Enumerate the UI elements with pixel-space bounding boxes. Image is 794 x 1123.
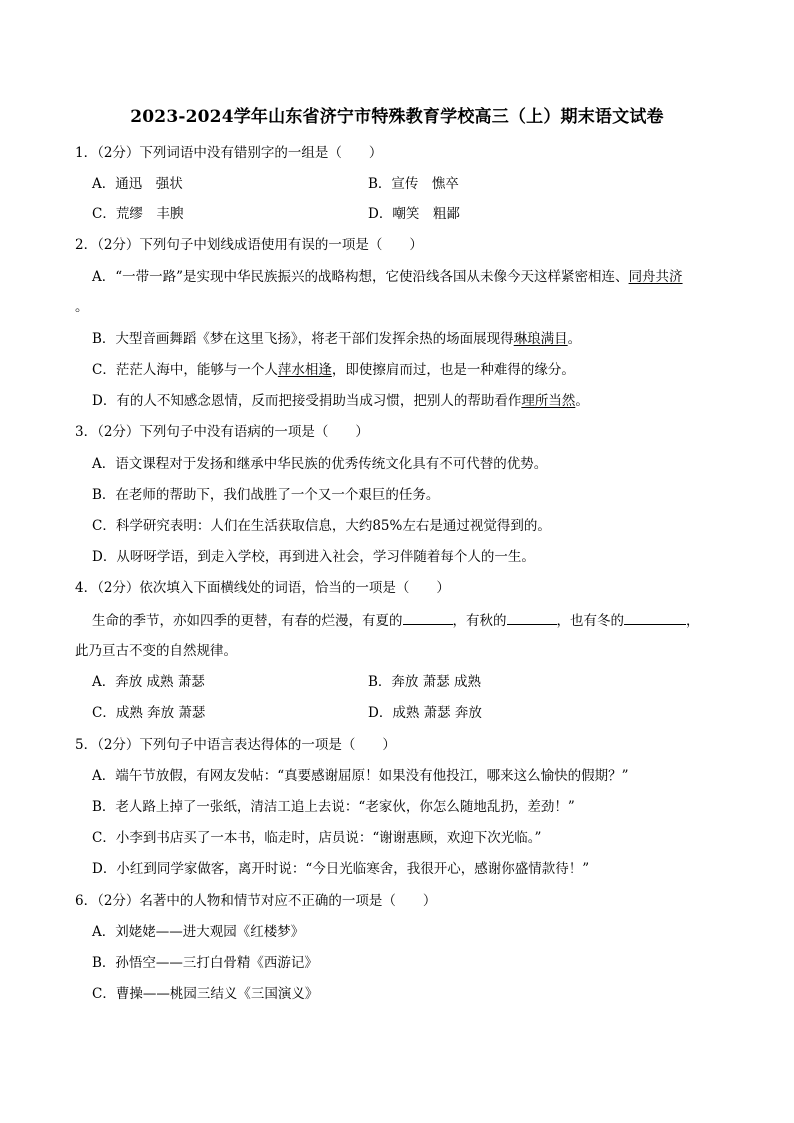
option-text: C．茫茫人海中，能够与一个人 bbox=[92, 362, 278, 378]
option-text: D．有的人不知感念恩情，反而把接受捐助当成习惯，把别人的帮助看作 bbox=[92, 393, 522, 409]
question-5-option-a: A．端午节放假，有网友发帖：“真要感谢屈原！如果没有他投江，哪来这么愉快的假期？” bbox=[92, 768, 629, 784]
underlined-idiom: 理所当然 bbox=[521, 393, 576, 409]
question-2-option-a-end: 。 bbox=[75, 299, 89, 315]
question-1-option-a: A．通迅 强状 bbox=[92, 176, 183, 192]
question-6-option-b: B．孙悟空——三打白骨精《西游记》 bbox=[92, 955, 318, 971]
question-6-option-c: C．曹操——桃园三结义《三国演义》 bbox=[92, 986, 319, 1002]
passage-text: ， bbox=[686, 613, 700, 629]
question-2-option-d bbox=[92, 392, 589, 410]
fill-blank-3 bbox=[624, 611, 686, 625]
question-4-passage bbox=[92, 611, 700, 630]
question-5-stem: 5．（2分）下列句子中语言表达得体的一项是（ ） bbox=[75, 737, 396, 753]
question-4-passage-cont: 此乃亘古不变的自然规律。 bbox=[75, 643, 237, 659]
option-text-end: 。 bbox=[575, 393, 589, 409]
question-2-stem: 2．（2分）下列句子中划线成语使用有误的一项是（ ） bbox=[75, 237, 423, 253]
question-1-stem: 1．（2分）下列词语中没有错别字的一组是（ ） bbox=[75, 145, 383, 161]
question-3-stem: 3．（2分）下列句子中没有语病的一项是（ ） bbox=[75, 424, 369, 440]
question-2-option-b bbox=[92, 330, 581, 348]
option-text-end: 。 bbox=[567, 331, 582, 347]
question-2-option-c bbox=[92, 361, 575, 379]
question-4-option-a: A．奔放 成熟 萧瑟 bbox=[92, 674, 205, 690]
option-text: A．“一带一路”是实现中华民族振兴的战略构想，它使沿线各国从未像今天这样紧密相连、 bbox=[92, 269, 629, 285]
page-title: 2023-2024学年山东省济宁市特殊教育学校高三（上）期末语文试卷 bbox=[130, 107, 664, 127]
question-4-option-b: B．奔放 萧瑟 成熟 bbox=[368, 674, 482, 690]
underlined-idiom: 萍水相逢 bbox=[277, 362, 332, 378]
question-4-option-c: C．成熟 奔放 萧瑟 bbox=[92, 705, 206, 721]
question-2-option-a bbox=[92, 268, 683, 286]
question-6-option-a: A．刘姥姥——进大观园《红楼梦》 bbox=[92, 924, 305, 940]
question-3-option-b: B．在老师的帮助下，我们战胜了一个又一个艰巨的任务。 bbox=[92, 487, 440, 503]
question-6-stem: 6．（2分）名著中的人物和情节对应不正确的一项是（ ） bbox=[75, 893, 437, 909]
question-5-option-d: D．小红到同学家做客，离开时说：“今日光临寒舍，我很开心，感谢你盛情款待！” bbox=[92, 861, 590, 877]
underlined-idiom: 同舟共济 bbox=[628, 269, 683, 285]
question-4-stem: 4．（2分）依次填入下面横线处的词语，恰当的一项是（ ） bbox=[75, 580, 450, 596]
option-text-end: ，即使擦肩而过，也是一种难得的缘分。 bbox=[331, 362, 575, 378]
question-4-option-d: D．成熟 萧瑟 奔放 bbox=[368, 705, 482, 721]
fill-blank-2 bbox=[507, 611, 557, 625]
underlined-idiom: 琳琅满目 bbox=[513, 331, 568, 347]
option-text: B．大型音画舞蹈《梦在这里飞扬》，将老干部们发挥余热的场面展现得 bbox=[92, 331, 514, 347]
question-5-option-b: B．老人路上掉了一张纸，清洁工追上去说：“老家伙，你怎么随地乱扔，差劲！” bbox=[92, 799, 575, 815]
question-1-option-b: B．宣传 憔卒 bbox=[368, 176, 459, 192]
question-1-option-c: C．荒缪 丰腴 bbox=[92, 206, 184, 222]
question-3-option-a: A．语文课程对于发扬和继承中华民族的优秀传统文化具有不可代替的优势。 bbox=[92, 456, 548, 472]
question-1-option-d: D．嘲笑 粗鄙 bbox=[368, 206, 460, 222]
passage-text: ，也有冬的 bbox=[556, 613, 624, 629]
question-3-option-d: D．从呀呀学语，到走入学校，再到进入社会，学习伴随着每个人的一生。 bbox=[92, 549, 535, 565]
passage-text: 生命的季节，亦如四季的更替，有春的烂漫，有夏的 bbox=[92, 613, 403, 629]
question-3-option-c: C．科学研究表明：人们在生活获取信息，大约85%左右是通过视觉得到的。 bbox=[92, 518, 551, 534]
question-5-option-c: C．小李到书店买了一本书，临走时，店员说：“谢谢惠顾，欢迎下次光临。” bbox=[92, 830, 542, 846]
fill-blank-1 bbox=[403, 611, 453, 625]
passage-text: ，有秋的 bbox=[452, 613, 507, 629]
